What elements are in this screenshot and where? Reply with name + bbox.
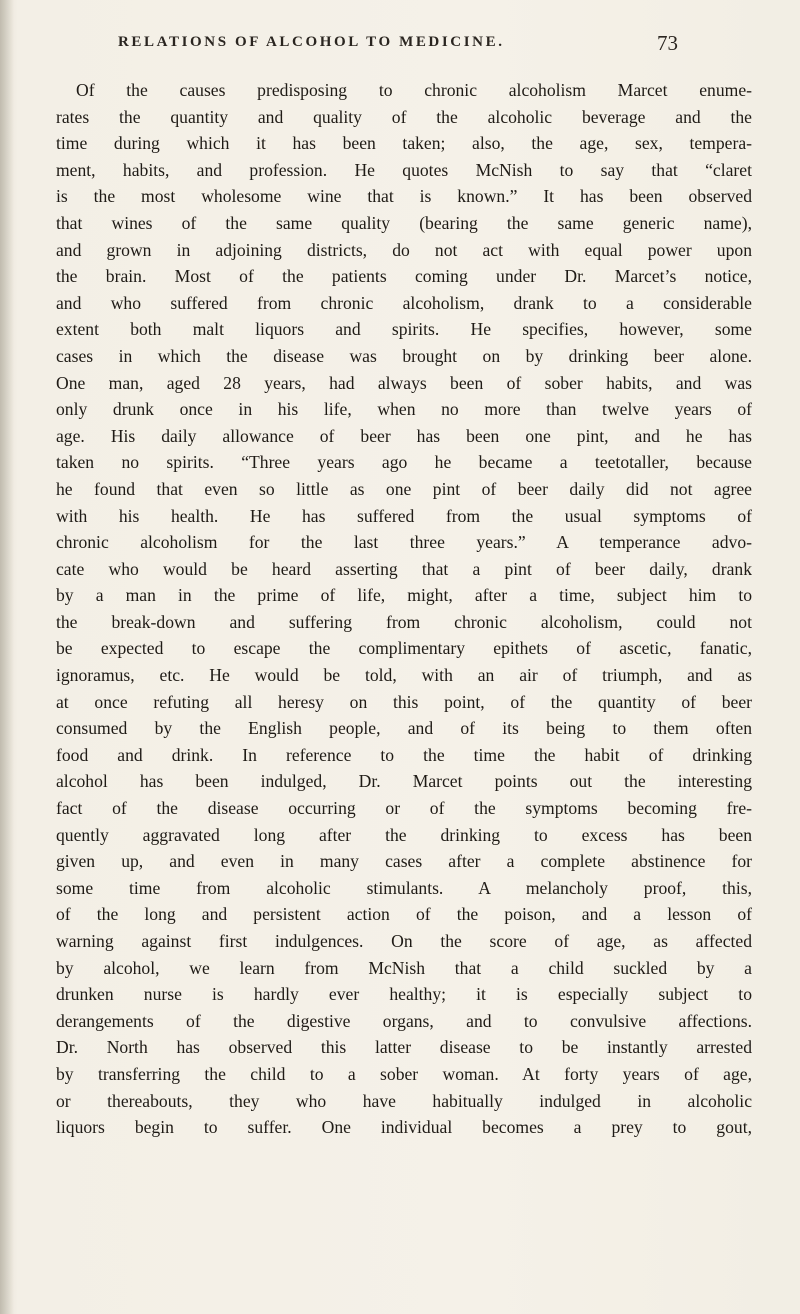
text-line: by a man in the prime of life, might, after a time, subject him to <box>56 585 752 606</box>
text-line: ignoramus, etc. He would be told, with an air of triumph, and as <box>56 665 752 686</box>
text-line: taken no spirits. “Three years ago he became a teetotaller, because <box>56 452 752 473</box>
text-line: warning against first indulgences. On the score of age, as affected <box>56 931 752 951</box>
text-line: extent both malt liquors and spirits. He specifies, however, some <box>56 319 752 340</box>
text-line: the break-down and suffering from chronic alcoholism, could not <box>56 611 752 632</box>
text-line: and grown in adjoining districts, do not act with equal power upon <box>56 239 752 260</box>
text-line: fact of the disease occurring or of the symptoms becoming fre- <box>56 798 752 819</box>
text-line: of the long and persistent action of the poison, and a lesson of <box>56 904 752 925</box>
text-line: at once refuting all heresy on this point, of the quantity of beer <box>56 691 752 712</box>
text-line: age. His daily allowance of beer has been one pint, and he has <box>56 425 752 446</box>
page-header <box>118 31 678 62</box>
page-number: 73 <box>657 31 678 55</box>
text-line: or thereabouts, they who have habitually indulged in alcoholic <box>56 1090 752 1111</box>
text-line: he found that even so little as one pint of beer daily did not agree <box>56 478 752 499</box>
text-line: liquors begin to suffer. One individual becomes a prey to gout, <box>56 1117 752 1138</box>
text-line: that wines of the same quality (bearing the same generic name), <box>56 212 752 233</box>
text-line: is the most wholesome wine that is known.” It has been observed <box>56 186 752 207</box>
text-line: rates the quantity and quality of the alcoholic beverage and the <box>56 106 752 127</box>
text-line: food and drink. In reference to the time the habit of drinking <box>56 744 752 765</box>
text-line: Of the causes predisposing to chronic alcoholism Marcet enume- <box>76 80 752 100</box>
text-line: derangements of the digestive organs, and to convulsive affections. <box>56 1010 752 1031</box>
running-head: RELATIONS OF ALCOHOL TO MEDICINE. <box>118 34 505 50</box>
text-line: by alcohol, we learn from McNish that a child suckled by a <box>56 957 752 978</box>
text-line: One man, aged 28 years, had always been of sober habits, and was <box>56 372 752 393</box>
text-line: quently aggravated long after the drinking to excess has been <box>56 824 752 845</box>
text-line: with his health. He has suffered from the usual symptoms of <box>56 505 752 526</box>
text-line: some time from alcoholic stimulants. A melancholy proof, this, <box>56 877 752 898</box>
text-line: be expected to escape the complimentary epithets of ascetic, fanatic, <box>56 638 752 659</box>
text-line: given up, and even in many cases after a complete abstinence for <box>56 851 752 872</box>
text-line: Dr. North has observed this latter disease to be instantly arrested <box>56 1037 752 1058</box>
text-line: drunken nurse is hardly ever healthy; it is especially subject to <box>56 984 752 1005</box>
body-text <box>56 77 752 1141</box>
text-line: consumed by the English people, and of its being to them often <box>56 718 752 739</box>
text-line: only drunk once in his life, when no more than twelve years of <box>56 399 752 420</box>
binding-shadow <box>0 0 14 1314</box>
text-line: the brain. Most of the patients coming under Dr. Marcet’s notice, <box>56 266 752 287</box>
text-line: cate who would be heard asserting that a pint of beer daily, drank <box>56 558 752 579</box>
text-line: cases in which the disease was brought on by drinking beer alone. <box>56 345 752 366</box>
text-line: alcohol has been indulged, Dr. Marcet points out the interesting <box>56 771 752 792</box>
text-line: by transferring the child to a sober woman. At forty years of age, <box>56 1063 752 1084</box>
text-line: time during which it has been taken; also, the age, sex, tempera- <box>56 133 752 154</box>
text-line: chronic alcoholism for the last three years.” A temperance advo- <box>56 532 752 553</box>
text-line: and who suffered from chronic alcoholism, drank to a considerable <box>56 292 752 313</box>
text-line: ment, habits, and profession. He quotes McNish to say that “claret <box>56 159 752 180</box>
